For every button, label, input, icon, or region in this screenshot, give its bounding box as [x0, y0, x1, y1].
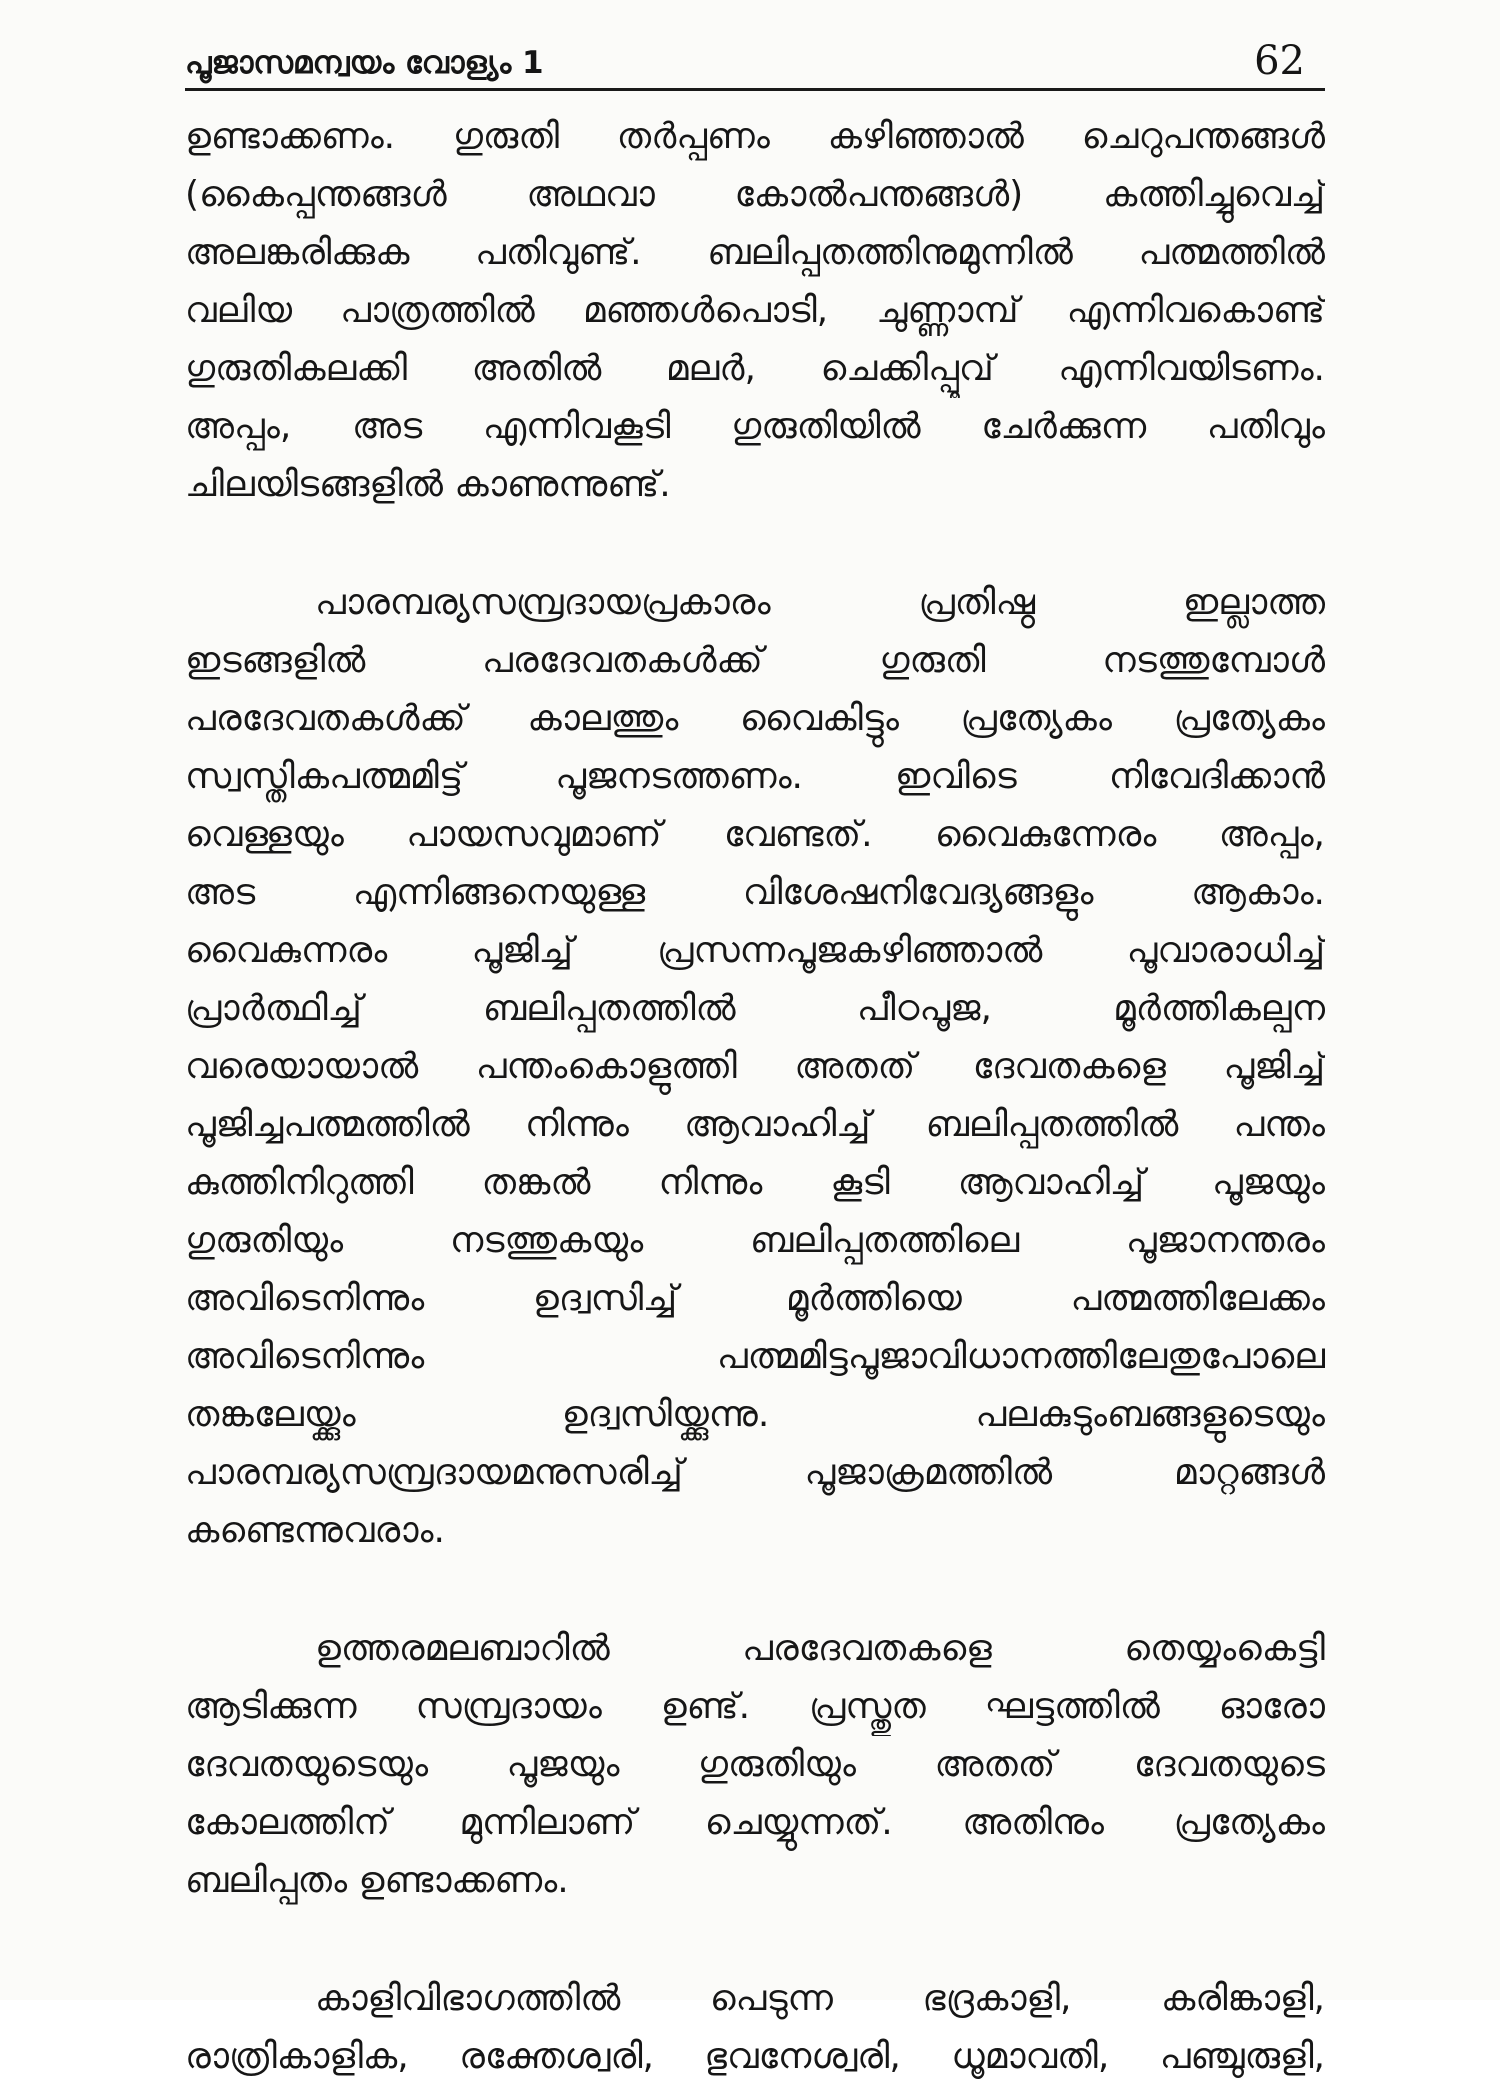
paragraph-gap — [185, 1910, 1325, 1970]
paragraph-gap — [185, 514, 1325, 574]
header-rule — [185, 88, 1325, 91]
text-line: ആടിക്കുന്ന സമ്പ്രദായം ഉണ്ട്. പ്രസ്തുത ഘട്ടത്തിൽ ഓരോ — [185, 1686, 1325, 1727]
body-text — [185, 108, 1325, 2086]
text-line: വലിയ പാത്രത്തിൽ മഞ്ഞൾപൊടി, ചുണ്ണാമ്പ് എന്നിവകൊണ്ട് — [185, 290, 1325, 331]
text-line: പാരമ്പര്യസമ്പ്രദായമനുസരിച്ച് പൂജാക്രമത്തിൽ മാറ്റങ്ങൾ — [185, 1452, 1325, 1493]
text-line: കുത്തിനിറുത്തി തങ്കൽ നിന്നും കൂടി ആവാഹിച്ച് പൂജയും — [185, 1162, 1325, 1203]
paragraph-2 — [185, 574, 1325, 1560]
paragraph-1 — [185, 108, 1325, 514]
text-line: അട എന്നിങ്ങനെയുള്ള വിശേഷനിവേദ്യങ്ങളും ആകാം. — [185, 872, 1325, 913]
text-line: തങ്കലേയ്ക്കും ഉദ്വസിയ്ക്കുന്നു. പലകുടുംബങ്ങളുടെയും — [185, 1394, 1325, 1435]
page-number: 62 — [1254, 38, 1305, 84]
text-line: ഗുരുതികലക്കി അതിൽ മലർ, ചെക്കിപ്പൂവ് എന്നിവയിടണം. — [185, 348, 1325, 389]
text-line: അവിടെനിന്നും പത്മമിട്ടപൂജാവിധാനത്തിലേതുപോലെ — [185, 1336, 1325, 1377]
text-line: കാളിവിഭാഗത്തിൽ പെടുന്ന ഭദ്രകാളി, കരിങ്കാളി, — [315, 1978, 1325, 2019]
text-line: വെള്ളയും പായസവുമാണ് വേണ്ടത്. വൈകുന്നേരം അപ്പം, — [185, 814, 1325, 855]
text-line: സ്വസ്തികപത്മമിട്ട് പൂജനടത്തണം. ഇവിടെ നിവേദിക്കാൻ — [185, 756, 1325, 797]
text-line: ഉണ്ടാക്കണം. ഗുരുതി തർപ്പണം കഴിഞ്ഞാൽ ചെറുപന്തങ്ങൾ — [185, 116, 1325, 157]
text-line: ദേവതയുടെയും പൂജയും ഗുരുതിയും അതത് ദേവതയുടെ — [185, 1744, 1325, 1785]
text-line: അവിടെനിന്നും ഉദ്വസിച്ച് മൂർത്തിയെ പത്മത്തിലേക്കം — [185, 1278, 1325, 1319]
text-line: (കൈപ്പന്തങ്ങൾ അഥവാ കോൽപന്തങ്ങൾ) കത്തിച്ചുവെച്ച് — [185, 174, 1325, 215]
text-line: പാരമ്പര്യസമ്പ്രദായപ്രകാരം പ്രതിഷ്ഠ ഇല്ലാത്ത — [315, 582, 1325, 623]
text-line: കണ്ടെന്നുവരാം. — [185, 1510, 445, 1551]
text-line: ഇടങ്ങളിൽ പരദേവതകൾക്ക് ഗുരുതി നടത്തുമ്പോൾ — [185, 640, 1325, 681]
running-title: പൂജാസമന്വയം വോള്യം 1 — [185, 45, 544, 81]
text-line: കോലത്തിന് മുന്നിലാണ് ചെയ്യുന്നത്. അതിനും പ്രത്യേകം — [185, 1802, 1325, 1843]
text-line: അപ്പം, അട എന്നിവകൂടി ഗുരുതിയിൽ ചേർക്കുന്ന പതിവും — [185, 406, 1325, 447]
paragraph-4 — [185, 1970, 1325, 2086]
running-header — [185, 40, 1325, 90]
paragraph-3 — [185, 1620, 1325, 1910]
text-line: വൈകുന്നരം പൂജിച്ച് പ്രസന്നപൂജകഴിഞ്ഞാൽ പൂവാരാധിച്ച് — [185, 930, 1325, 971]
text-line: വരെയായാൽ പന്തംകൊളുത്തി അതത് ദേവതകളെ പൂജിച്ച് — [185, 1046, 1325, 1087]
paragraph-gap — [185, 1560, 1325, 1620]
text-line: ഉത്തരമലബാറിൽ പരദേവതകളെ തെയ്യംകെട്ടി — [315, 1628, 1325, 1669]
text-line: ബലിപ്പതം ഉണ്ടാക്കണം. — [185, 1860, 569, 1901]
text-line: പരദേവതകൾക്ക് കാലത്തും വൈകിട്ടും പ്രത്യേകം പ്രത്യേകം — [185, 698, 1325, 739]
text-line: അലങ്കരിക്കുക പതിവുണ്ട്. ബലിപ്പതത്തിനുമുന്നിൽ പത്മത്തിൽ — [185, 232, 1325, 273]
text-line: പ്രാർത്ഥിച്ച് ബലിപ്പതത്തിൽ പീഠപൂജ, മൂർത്തികല്പന — [185, 988, 1325, 1029]
text-line: രാത്രികാളിക, രക്തേശ്വരി, ഭുവനേശ്വരി, ധൂമാവതി, പഞ്ചുരുളി, — [185, 2036, 1325, 2077]
text-line: പൂജിച്ചപത്മത്തിൽ നിന്നും ആവാഹിച്ച് ബലിപ്പതത്തിൽ പന്തം — [185, 1104, 1325, 1145]
text-line: ചിലയിടങ്ങളിൽ കാണുന്നുണ്ട്. — [185, 464, 671, 505]
text-line: ഗുരുതിയും നടത്തുകയും ബലിപ്പതത്തിലെ പൂജാനന്തരം — [185, 1220, 1325, 1261]
